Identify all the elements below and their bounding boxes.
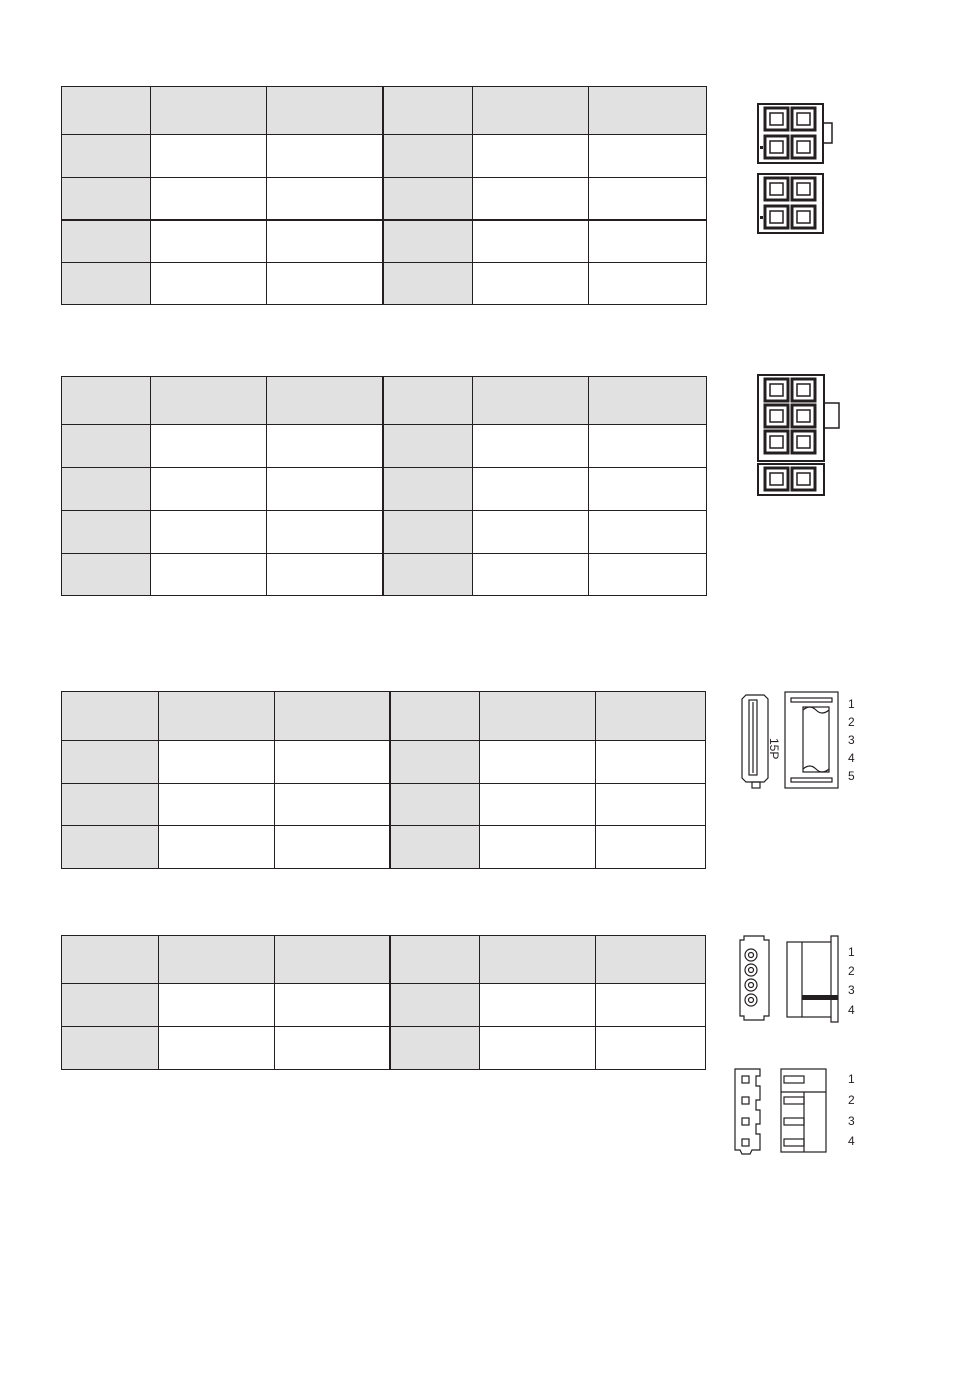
table-cell <box>151 468 267 511</box>
table-cell <box>473 135 589 178</box>
table-cell <box>62 220 151 263</box>
table-cell <box>151 377 267 425</box>
table-cell <box>151 135 267 178</box>
table-cell <box>589 377 707 425</box>
sata-pin-2-label: 2 <box>848 715 855 729</box>
table-header-row <box>62 377 707 425</box>
table-cell <box>589 554 707 596</box>
table-cell <box>267 554 383 596</box>
table-cell <box>62 554 151 596</box>
pin-table-6plus2pin <box>61 376 707 596</box>
table-cell <box>480 1027 596 1070</box>
table-cell <box>62 984 159 1027</box>
table-cell <box>62 468 151 511</box>
table-cell <box>151 220 267 263</box>
table-cell <box>159 784 275 826</box>
table-cell <box>275 784 390 826</box>
table-header-row <box>62 87 707 135</box>
table-row <box>62 984 706 1027</box>
table-cell <box>62 936 159 984</box>
table-cell <box>267 178 383 220</box>
table-cell <box>267 377 383 425</box>
table-row <box>62 554 707 596</box>
table-row <box>62 220 707 263</box>
sata-connector-icon <box>738 690 848 795</box>
table-row <box>62 826 706 869</box>
floppy-pin-2-label: 2 <box>848 1093 855 1107</box>
table-cell <box>62 692 159 741</box>
table-cell <box>267 220 383 263</box>
table-cell <box>473 263 589 305</box>
table-row <box>62 425 707 468</box>
floppy-pin-4-label: 4 <box>848 1134 855 1148</box>
table-row <box>62 511 707 554</box>
table-cell <box>480 692 596 741</box>
table-cell <box>390 692 480 741</box>
table-cell <box>275 984 390 1027</box>
table-cell <box>267 511 383 554</box>
table-cell <box>480 826 596 869</box>
table-cell <box>596 692 706 741</box>
table-cell <box>596 984 706 1027</box>
table-cell <box>159 741 275 784</box>
table-cell <box>151 178 267 220</box>
table-cell <box>159 1027 275 1070</box>
table-cell <box>596 826 706 869</box>
table-cell <box>383 425 473 468</box>
table-cell <box>383 220 473 263</box>
molex-pin-1-label: 1 <box>848 945 855 959</box>
table-cell <box>159 984 275 1027</box>
pin-table-8pin <box>61 86 707 305</box>
table-cell <box>480 984 596 1027</box>
table-cell <box>383 135 473 178</box>
molex-pin-3-label: 3 <box>848 983 855 997</box>
table-cell <box>151 425 267 468</box>
table-cell <box>62 1027 159 1070</box>
table-cell <box>473 178 589 220</box>
table-cell <box>275 1027 390 1070</box>
table-cell <box>275 826 390 869</box>
floppy-pin-3-label: 3 <box>848 1114 855 1128</box>
sata-pin-4-label: 4 <box>848 751 855 765</box>
table-cell <box>473 220 589 263</box>
table-cell <box>480 741 596 784</box>
table-cell <box>473 425 589 468</box>
table-cell <box>390 741 480 784</box>
table-cell <box>383 377 473 425</box>
sata-connector-label: 15P <box>767 738 781 760</box>
table-row <box>62 178 707 220</box>
molex-pin-2-label: 2 <box>848 964 855 978</box>
table-row <box>62 468 707 511</box>
table-cell <box>62 425 151 468</box>
table-header-row <box>62 692 706 741</box>
table-cell <box>267 135 383 178</box>
table-cell <box>383 178 473 220</box>
6plus2-pin-connector-icon <box>755 373 850 498</box>
table-cell <box>596 936 706 984</box>
table-cell <box>159 826 275 869</box>
table-cell <box>383 263 473 305</box>
table-cell <box>62 784 159 826</box>
table-header-row <box>62 936 706 984</box>
table-cell <box>473 377 589 425</box>
8-pin-connector-icon <box>755 102 840 237</box>
sata-pin-3-label: 3 <box>848 733 855 747</box>
table-cell <box>596 741 706 784</box>
table-cell <box>589 87 707 135</box>
table-cell <box>62 135 151 178</box>
table-cell <box>589 425 707 468</box>
table-cell <box>390 1027 480 1070</box>
pin-table-sata <box>61 691 706 869</box>
table-row <box>62 135 707 178</box>
table-cell <box>159 692 275 741</box>
floppy-connector-icon <box>730 1066 845 1161</box>
table-cell <box>383 511 473 554</box>
molex-pin-4-label: 4 <box>848 1003 855 1017</box>
table-row <box>62 1027 706 1070</box>
table-cell <box>275 936 390 984</box>
table-cell <box>267 87 383 135</box>
table-row <box>62 741 706 784</box>
table-cell <box>267 263 383 305</box>
table-cell <box>390 826 480 869</box>
table-cell <box>62 178 151 220</box>
sata-pin-5-label: 5 <box>848 769 855 783</box>
table-cell <box>589 178 707 220</box>
table-cell <box>589 468 707 511</box>
table-cell <box>390 936 480 984</box>
table-row <box>62 784 706 826</box>
table-cell <box>589 263 707 305</box>
table-cell <box>62 377 151 425</box>
table-cell <box>480 936 596 984</box>
table-cell <box>159 936 275 984</box>
molex-connector-icon <box>738 932 846 1027</box>
table-cell <box>596 784 706 826</box>
table-cell <box>267 425 383 468</box>
table-cell <box>151 263 267 305</box>
table-cell <box>62 826 159 869</box>
table-cell <box>275 692 390 741</box>
table-cell <box>383 554 473 596</box>
table-cell <box>589 135 707 178</box>
table-cell <box>62 263 151 305</box>
table-cell <box>473 554 589 596</box>
table-cell <box>151 554 267 596</box>
table-cell <box>473 87 589 135</box>
table-cell <box>596 1027 706 1070</box>
table-cell <box>62 741 159 784</box>
table-cell <box>390 784 480 826</box>
sata-pin-1-label: 1 <box>848 697 855 711</box>
table-cell <box>390 984 480 1027</box>
table-cell <box>383 468 473 511</box>
table-row <box>62 263 707 305</box>
table-cell <box>480 784 596 826</box>
table-cell <box>62 87 151 135</box>
table-cell <box>473 468 589 511</box>
pin-table-peripheral <box>61 935 706 1070</box>
table-cell <box>473 511 589 554</box>
floppy-pin-1-label: 1 <box>848 1072 855 1086</box>
table-cell <box>62 511 151 554</box>
table-cell <box>267 468 383 511</box>
table-cell <box>151 511 267 554</box>
table-cell <box>151 87 267 135</box>
table-cell <box>383 87 473 135</box>
table-cell <box>275 741 390 784</box>
table-cell <box>589 220 707 263</box>
table-cell <box>589 511 707 554</box>
